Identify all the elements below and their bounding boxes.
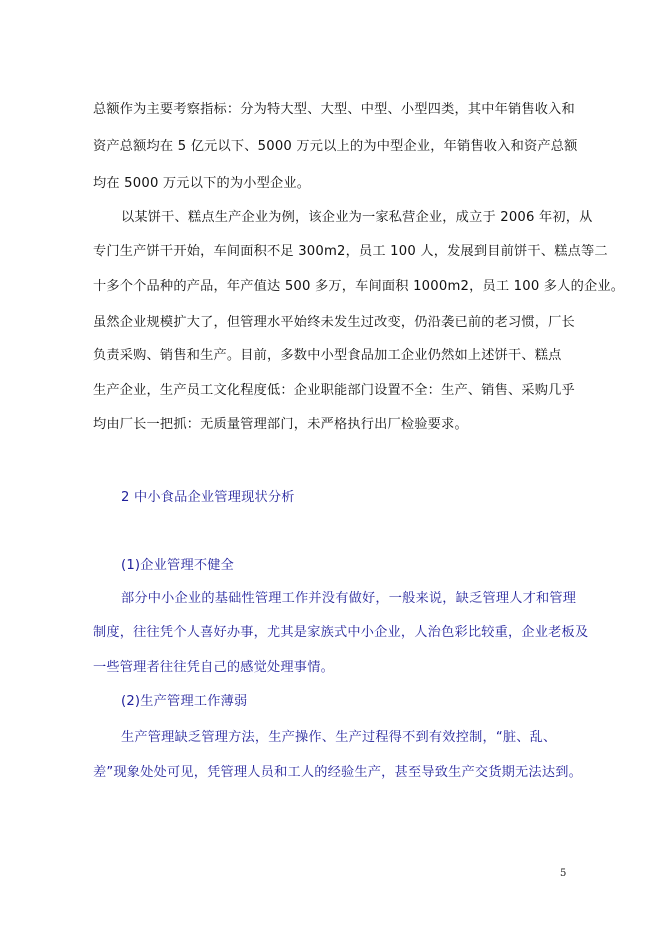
body-text-line: 资产总额均在 5 亿元以下、5000 万元以上的为中型企业，年销售收入和资产总额: [93, 139, 578, 154]
page-number: 5: [560, 868, 567, 879]
body-text-line: 一些管理者往往凭自己的感觉处理事情。: [93, 660, 334, 675]
body-text-line: 专门生产饼干开始，车间面积不足 300m2，员工 100 人，发展到目前饼干、糕点等二: [93, 244, 608, 259]
body-text-line: 总额作为主要考察指标：分为特大型、大型、中型、小型四类，其中年销售收入和: [93, 102, 575, 117]
body-text-line: 生产管理缺乏管理方法，生产操作、生产过程得不到有效控制，“脏、乱、: [121, 730, 557, 745]
body-text-line: 部分中小企业的基础性管理工作并没有做好，一般来说，缺乏管理人才和管理: [121, 591, 577, 606]
body-text-line: 均在 5000 万元以下的为小型企业。: [93, 176, 311, 191]
body-text-line: 均由厂长一把抓：无质量管理部门，未严格执行出厂检验要求。: [93, 417, 468, 432]
subsection-heading: (1)企业管理不健全: [121, 558, 234, 573]
subsection-heading: (2)生产管理工作薄弱: [121, 694, 248, 709]
body-text-line: 十多个个品种的产品，年产值达 500 多万，车间面积 1000m2，员工 100 多人的企业。: [93, 279, 625, 294]
section-heading: 2 中小食品企业管理现状分析: [121, 490, 295, 505]
body-text-line: 虽然企业规模扩大了，但管理水平始终未发生过改变，仍沿袭已前的老习惯，厂长: [93, 315, 575, 330]
body-text-line: 以某饼干、糕点生产企业为例，该企业为一家私营企业，成立于 2006 年初，从: [121, 210, 593, 225]
body-text-line: 生产企业，生产员工文化程度低：企业职能部门设置不全：生产、销售、采购几乎: [93, 383, 575, 398]
body-text-line: 负责采购、销售和生产。目前，多数中小型食品加工企业仍然如上述饼干、糕点: [93, 348, 562, 363]
body-text-line: 制度，往往凭个人喜好办事，尤其是家族式中小企业，人治色彩比较重，企业老板及: [93, 625, 589, 640]
body-text-line: 差”现象处处可见，凭管理人员和工人的经验生产，甚至导致生产交货期无法达到。: [93, 765, 582, 780]
